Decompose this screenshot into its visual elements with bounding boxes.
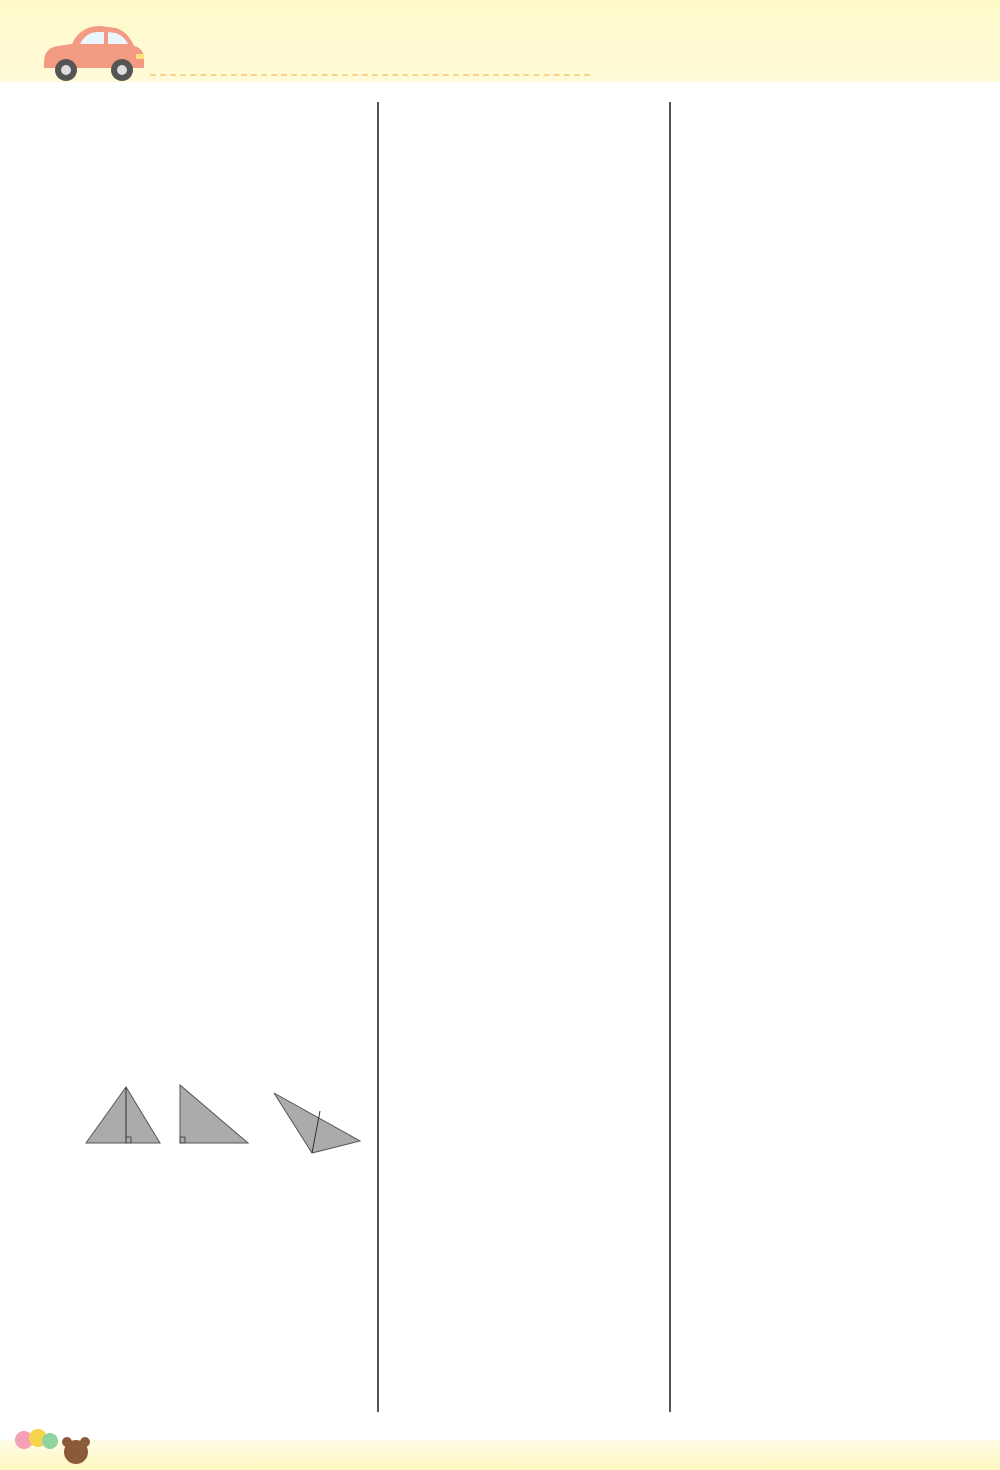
header-divider (150, 74, 590, 76)
balloon-icon (10, 1426, 110, 1466)
header-band (0, 0, 1000, 82)
column-divider-1 (377, 102, 379, 1412)
column-divider-2 (669, 102, 671, 1412)
footer-band (0, 1440, 1000, 1470)
triangle-figures (84, 1083, 374, 1159)
car-icon (38, 14, 148, 84)
